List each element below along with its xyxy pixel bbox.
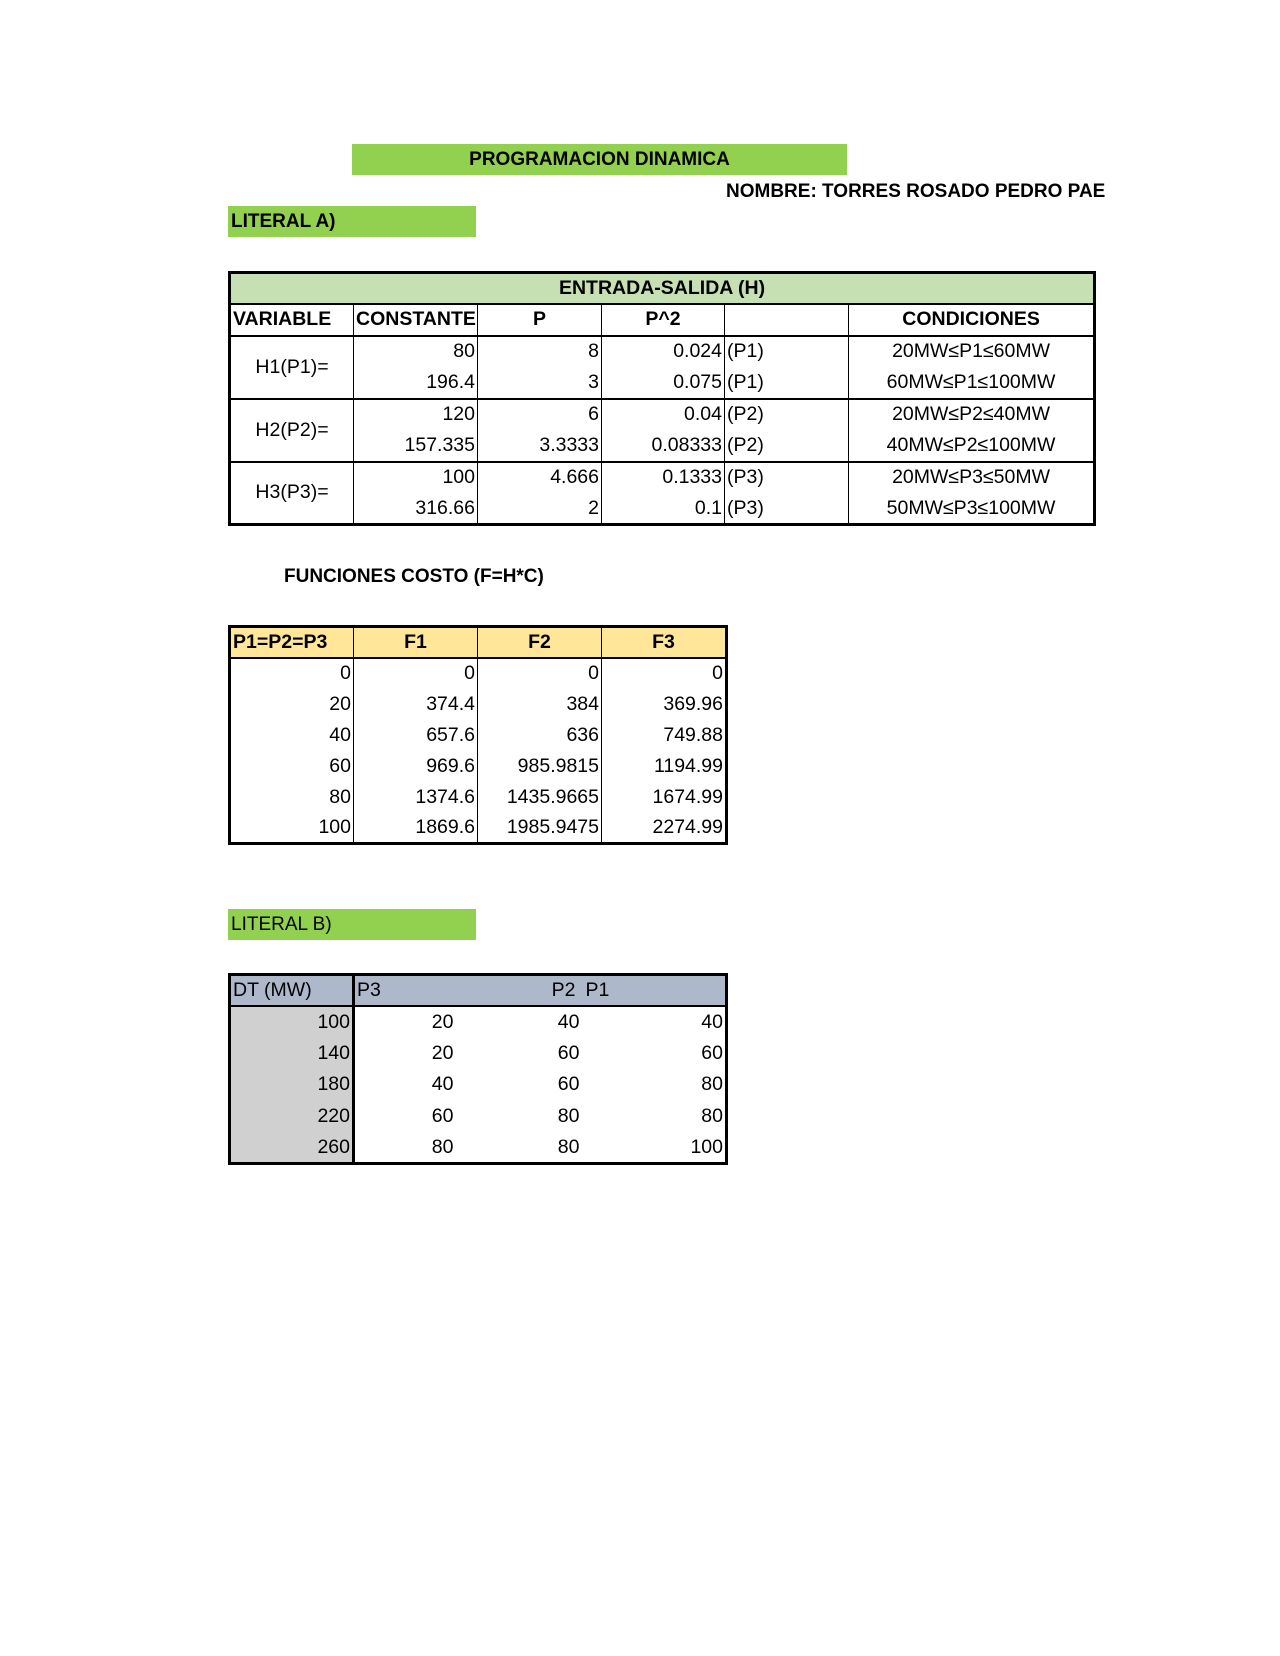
header-p2-label: P2 <box>551 979 576 1001</box>
header-variable: VARIABLE <box>230 304 354 336</box>
condition-cell: 20MW≤P3≤50MW <box>849 462 1095 494</box>
p-cell: 3.3333 <box>478 430 602 462</box>
cost-row <box>230 751 727 782</box>
dispatch-cell: 80 <box>701 1104 723 1127</box>
student-name: NOMBRE: TORRES ROSADO PEDRO PAE <box>726 181 1106 202</box>
dispatch-cell: 80 <box>557 1135 580 1158</box>
cost-cell: 985.9815 <box>478 751 602 782</box>
header-p2: P^2 <box>602 304 725 336</box>
dispatch-cell: 60 <box>557 1041 580 1064</box>
input-output-row <box>230 430 1095 462</box>
header-p1 <box>585 975 727 1007</box>
cost-functions-table <box>228 625 728 845</box>
demand-cell: 180 <box>230 1069 354 1101</box>
input-output-row <box>230 336 1095 368</box>
cost-row <box>230 689 727 720</box>
demand-cell: 100 <box>230 1006 354 1038</box>
constante-cell: 120 <box>354 399 478 431</box>
dispatch-cell: 20 <box>431 1041 454 1064</box>
cost-cell: 1985.9475 <box>478 813 602 844</box>
header-p1-p2-p3: P1=P2=P3 <box>230 627 354 658</box>
literal-a-label: LITERAL A) <box>228 206 476 237</box>
cost-cell: 384 <box>478 689 602 720</box>
demand-cell: 140 <box>230 1038 354 1070</box>
p-cell: 6 <box>478 399 602 431</box>
dispatch-row <box>230 1069 727 1101</box>
cost-cell: 969.6 <box>354 751 478 782</box>
cost-cell: 0 <box>354 658 478 689</box>
p-cell: 8 <box>478 336 602 368</box>
unit-cell: (P1) <box>725 367 849 399</box>
cost-cell: 20 <box>329 692 351 715</box>
header-p2 <box>478 975 602 1007</box>
dispatch-cell: 60 <box>557 1073 580 1096</box>
cost-cell: 657.6 <box>354 720 478 751</box>
input-output-row <box>230 399 1095 431</box>
cost-cell: 1869.6 <box>354 813 478 844</box>
p2-cell: 0.04 <box>602 399 725 431</box>
p-cell: 3 <box>478 367 602 399</box>
constante-cell: 157.335 <box>354 430 478 462</box>
unit-cell: (P1) <box>725 336 849 368</box>
dispatch-cell: 40 <box>557 1010 580 1033</box>
p2-cell: 0.075 <box>602 367 725 399</box>
input-output-row <box>230 493 1095 525</box>
cost-cell: 369.96 <box>602 689 727 720</box>
input-output-table <box>228 271 1096 526</box>
dispatch-cell: 80 <box>557 1104 580 1127</box>
cost-cell: 0 <box>340 662 351 684</box>
cost-row <box>230 813 727 844</box>
input-output-row <box>230 462 1095 494</box>
p2-cell: 0.1 <box>602 493 725 525</box>
dispatch-cell: 80 <box>431 1135 454 1158</box>
constante-cell: 196.4 <box>354 367 478 399</box>
condition-cell: 20MW≤P2≤40MW <box>849 399 1095 431</box>
dispatch-table <box>228 973 728 1165</box>
cost-cell: 0 <box>478 658 602 689</box>
unit-cell: (P3) <box>725 493 849 525</box>
cost-cell: 100 <box>318 815 351 838</box>
condition-cell: 50MW≤P3≤100MW <box>849 493 1095 525</box>
cost-row <box>230 658 727 689</box>
condition-cell: 60MW≤P1≤100MW <box>849 367 1095 399</box>
cost-cell: 1194.99 <box>602 751 727 782</box>
cost-cell: 1674.99 <box>602 782 727 813</box>
cost-row <box>230 720 727 751</box>
dispatch-row <box>230 1132 727 1164</box>
header-p: P <box>478 304 602 336</box>
header-dt: DT (MW) <box>230 975 354 1007</box>
cost-cell: 60 <box>329 754 351 777</box>
dispatch-cell: 100 <box>690 1135 723 1158</box>
dispatch-row <box>230 1101 727 1133</box>
cost-cell: 636 <box>478 720 602 751</box>
header-blank <box>725 304 849 336</box>
input-output-title: ENTRADA-SALIDA (H) <box>230 273 1095 305</box>
variable-cell: H2(P2)= <box>230 399 354 462</box>
constante-cell: 80 <box>354 336 478 368</box>
dispatch-cell: 40 <box>701 1010 723 1033</box>
variable-cell: H1(P1)= <box>230 336 354 399</box>
cost-cell: 1435.9665 <box>478 782 602 813</box>
cost-functions-title: FUNCIONES COSTO (F=H*C) <box>284 566 544 587</box>
header-f2: F2 <box>478 627 602 658</box>
dispatch-row <box>230 1038 727 1070</box>
condition-cell: 40MW≤P2≤100MW <box>849 430 1095 462</box>
constante-cell: 100 <box>354 462 478 494</box>
demand-cell: 260 <box>230 1132 354 1164</box>
cost-row <box>230 782 727 813</box>
dispatch-cell: 60 <box>701 1041 723 1064</box>
cost-cell: 2274.99 <box>602 813 727 844</box>
header-f1: F1 <box>354 627 478 658</box>
cost-cell: 40 <box>329 723 351 746</box>
header-condiciones: CONDICIONES <box>849 304 1095 336</box>
cost-cell: 80 <box>329 785 351 808</box>
header-p3: P3 <box>354 975 478 1007</box>
dispatch-cell: 60 <box>431 1104 454 1127</box>
variable-cell: H3(P3)= <box>230 462 354 525</box>
unit-cell: (P2) <box>725 430 849 462</box>
unit-cell: (P2) <box>725 399 849 431</box>
header-f3: F3 <box>602 627 727 658</box>
p2-cell: 0.08333 <box>602 430 725 462</box>
dispatch-row <box>230 1006 727 1038</box>
dispatch-cell: 40 <box>431 1073 454 1096</box>
page-title: PROGRAMACION DINAMICA <box>352 144 847 175</box>
cost-cell: 0 <box>602 658 727 689</box>
cost-cell: 749.88 <box>602 720 727 751</box>
unit-cell: (P3) <box>725 462 849 494</box>
input-output-row <box>230 367 1095 399</box>
header-constante: CONSTANTE <box>354 304 478 336</box>
dispatch-cell: 20 <box>431 1010 454 1033</box>
dispatch-cell: 80 <box>701 1073 723 1096</box>
p-cell: 2 <box>478 493 602 525</box>
header-p1-label: P1 <box>585 979 610 1001</box>
cost-cell: 374.4 <box>354 689 478 720</box>
literal-b-label: LITERAL B) <box>228 909 476 940</box>
cost-cell: 1374.6 <box>354 782 478 813</box>
p2-cell: 0.024 <box>602 336 725 368</box>
condition-cell: 20MW≤P1≤60MW <box>849 336 1095 368</box>
p-cell: 4.666 <box>478 462 602 494</box>
constante-cell: 316.66 <box>354 493 478 525</box>
p2-cell: 0.1333 <box>602 462 725 494</box>
demand-cell: 220 <box>230 1101 354 1133</box>
